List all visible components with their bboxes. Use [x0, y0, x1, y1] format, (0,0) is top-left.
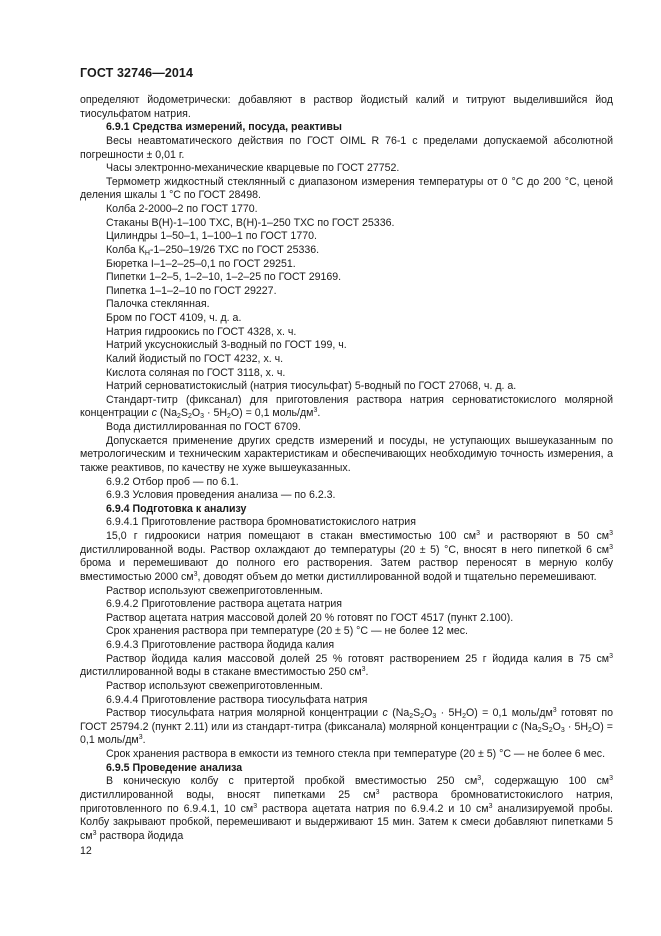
item-glass-rod: Палочка стеклянная. [106, 298, 210, 311]
heading-6-9-5: 6.9.5 Проведение анализа [106, 761, 243, 774]
clause-6-9-4-3: 6.9.4.3 Приготовление раствора йодида калия [106, 639, 335, 651]
item-beakers: Стаканы В(Н)-1–100 ТХС, В(Н)-1–250 ТХС по ГОСТ 25336. [106, 216, 395, 229]
document-id: ГОСТ 32746—2014 [80, 66, 194, 80]
paragraph-acetate-storage: Срок хранения раствора при температуре (20 ± 5) °С — не более 12 мес. [106, 625, 468, 638]
item-flask: Колба 2-2000–2 по ГОСТ 1770. [106, 203, 258, 215]
paragraph-thiosulfate-prep: Раствор тиосульфата натрия молярной концентрации c $(Na_2S_2O_3 \cdot 5H_2O) = 0,1$ моль/$дм^3$ готовят по ГОСТ 25794.2 (пункт 2.11) или из стандарт-титра (фиксанала) молярной концентрации c $(Na_2S_2O_3 \cdot 5H_2O) = 0,1$ моль/$дм^3$. [80, 707, 614, 747]
paragraph-fresh-2: Раствор используют свежеприготовленным. [106, 679, 323, 692]
document-body [80, 94, 613, 843]
page-header [80, 66, 193, 80]
item-sodium-hydroxide: Натрия гидроокись по ГОСТ 4328, х. ч. [106, 325, 297, 338]
clause-6-9-4-1: 6.9.4.1 Приготовление раствора бромноватистокислого натрия [106, 516, 416, 529]
heading-6-9-4: 6.9.4 Подготовка к анализу [106, 502, 247, 515]
item-thermometer: Термометр жидкостный стеклянный с диапазоном измерения температуры от 0 °С до 200 °С, ценой деления шкалы 1 °С по ГОСТ 28498. [80, 175, 613, 202]
item-pipettes: Пипетки 1–2–5, 1–2–10, 1–2–25 по ГОСТ 29169. [106, 271, 342, 284]
item-hydrochloric-acid: Кислота соляная по ГОСТ 3118, х. ч. [106, 366, 286, 379]
item-sodium-acetate: Натрий уксуснокислый 3-водный по ГОСТ 199, ч. [106, 339, 347, 352]
clause-6-9-2: 6.9.2 Отбор проб — по 6.1. [106, 475, 239, 488]
paragraph-acetate-prep: Раствор ацетата натрия массовой долей 20 % готовят по ГОСТ 4517 (пункт 2.100). [106, 611, 514, 624]
clause-6-9-4-4: 6.9.4.4 Приготовление раствора тиосульфата натрия [106, 693, 368, 706]
item-flask-kn: Колба $К_Н-1-250-19/26$ ТХС по ГОСТ 25336. [106, 243, 320, 257]
paragraph-thiosulfate-storage: Срок хранения раствора в емкости из темного стекла при температуре (20 ± 5) °С — не более 6 мес. [106, 748, 606, 760]
item-sodium-thiosulfate: Натрий серноватистокислый (натрия тиосульфат) 5-водный по ГОСТ 27068, ч. д. а. [106, 380, 517, 393]
paragraph-analysis: В коническую колбу с притертой пробкой вместимостью 250 $см^3$, содержащую 100 $см^3$ дистиллированной воды, вносят пипетками 25 $см^3$ раствора бромноватистокислого натрия, приготовленного по 6.9.4.1, 10 $см^3$ раствора ацетата натрия по 6.9.4.2 и 10 $см^3$ анализируемой пробы. Колбу закрывают пробкой, перемешивают и выдерживают 15 мин. Затем к смеси добавляют пипетками 5 $см^3$ раствора йодида [80, 775, 614, 842]
item-bromine: Бром по ГОСТ 4109, ч. д. а. [106, 312, 242, 324]
item-potassium-iodide: Калий йодистый по ГОСТ 4232, х. ч. [106, 352, 284, 365]
heading-6-9-1: 6.9.1 Средства измерений, посуда, реактивы [106, 121, 342, 134]
paragraph-fresh-1: Раствор используют свежеприготовленным. [106, 584, 323, 597]
clause-6-9-4-2: 6.9.4.2 Приготовление раствора ацетата натрия [106, 598, 343, 611]
item-cylinders: Цилиндры 1–50–1, 1–100–1 по ГОСТ 1770. [106, 230, 317, 243]
paragraph-alternatives: Допускается применение других средств измерений и посуды, не уступающих вышеуказанным по метрологическим и техническим характеристикам и обеспечивающих необходимую точность измерения, а также реактивов, по качеству не хуже вышеуказанных. [80, 434, 613, 474]
item-pipette: Пипетка 1–1–2–10 по ГОСТ 29227. [106, 284, 277, 297]
item-standard-titre: Стандарт-титр (фиксанал) для приготовления раствора натрия серноватистокислого молярной концентрации c $(Na_2S_2O_3 \cdot 5H_2O) = 0,1$ моль/$дм^3$. [80, 393, 613, 421]
page-number: 12 [80, 845, 92, 857]
clause-6-9-3: 6.9.3 Условия проведения анализа — по 6.2.3. [106, 489, 336, 502]
paragraph-iodide-prep: Раствор йодида калия массовой долей 25 % готовят растворением 25 г йодида калия в 75 $см^3$ дистиллированной воды в стакане вместимостью 250 $см^3$. [80, 652, 613, 679]
item-water: Вода дистиллированная по ГОСТ 6709. [106, 421, 301, 433]
paragraph-intro: определяют йодометрически: добавляют в раствор йодистый калий и титруют выделившийся йод тиосульфатом натрия. [80, 94, 613, 120]
paragraph-hypobromite-prep: 15,0 г гидроокиси натрия помещают в стакан вместимостью 100 $см^3$ и растворяют в 50 $см^3$ дистиллированной воды. Раствор охлаждают до температуры (20 ± 5) °С, вносят в него пипеткой 6 $см^3$ брома и перемешивают до полного его растворения. Затем раствор переносят в мерную колбу вместимостью 2000 $см^3$, доводят объем до метки дистиллированной водой и тщательно перемешивают. [80, 530, 613, 583]
item-clock: Часы электронно-механические кварцевые по ГОСТ 27752. [106, 162, 400, 175]
item-burette: Бюретка I–1–2–25–0,1 по ГОСТ 29251. [106, 257, 296, 270]
item-scales: Весы неавтоматического действия по ГОСТ OIML R 76-1 с пределами допускаемой абсолютной погрешности ± 0,01 г. [80, 134, 613, 161]
